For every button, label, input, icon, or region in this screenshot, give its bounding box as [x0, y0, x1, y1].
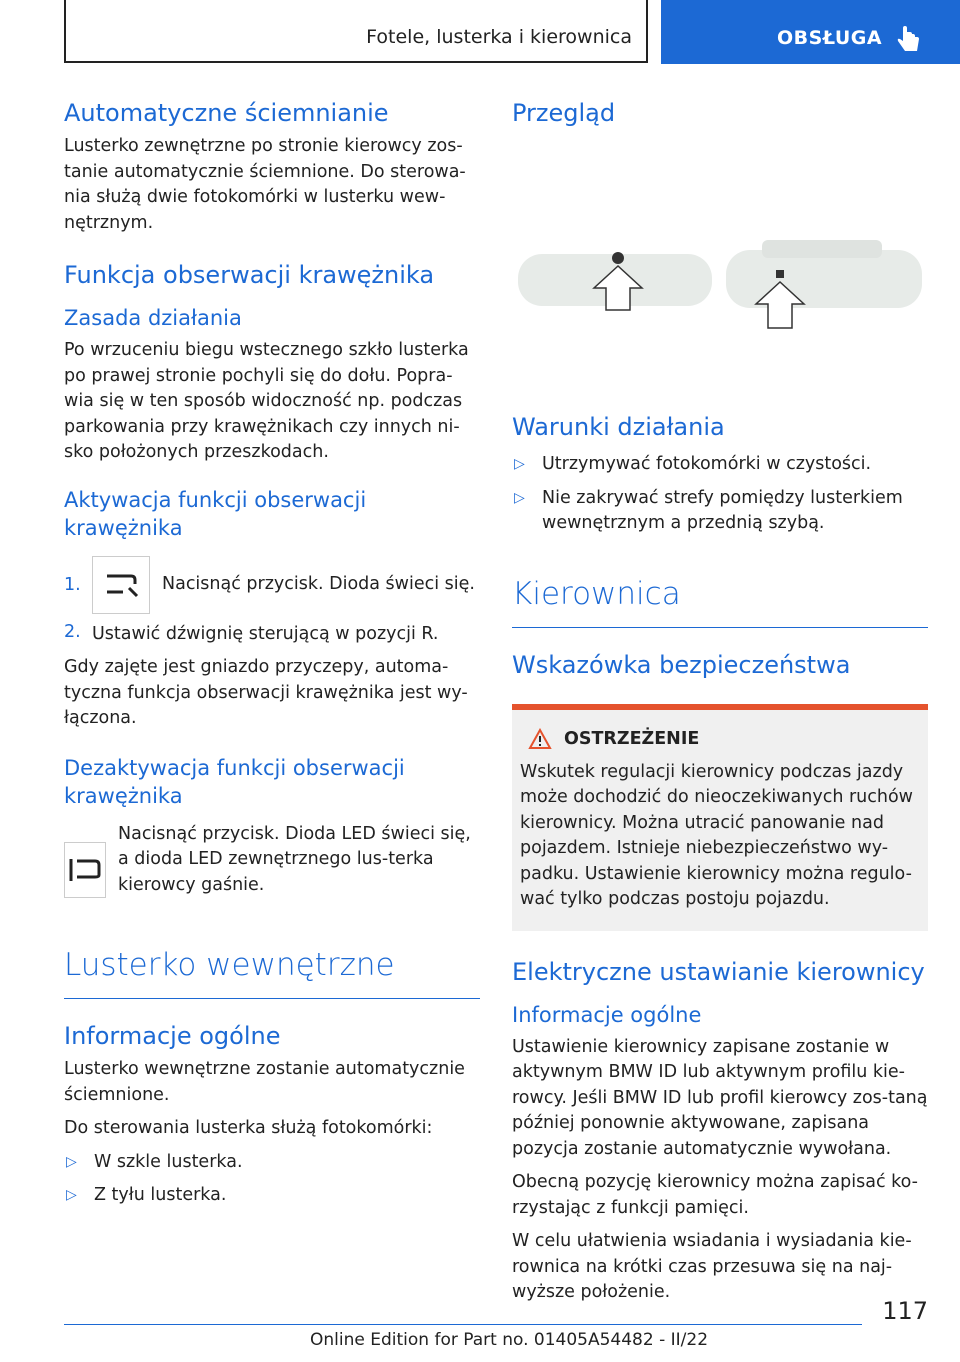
- interior-mirror-image: [512, 228, 928, 338]
- header-tab[interactable]: [661, 0, 960, 64]
- triangle-bullet-icon: ▷: [66, 1153, 77, 1170]
- triangle-bullet-icon: ▷: [66, 1187, 77, 1203]
- deactivation-block: [64, 822, 480, 899]
- header-section-title: Fotele, lusterka i kierownica: [366, 26, 632, 48]
- page-number: 117: [882, 1297, 928, 1325]
- left-column: [64, 98, 480, 1209]
- list-item: ▷ Z tyłu lusterka.: [64, 1183, 480, 1209]
- heading-steering-wheel: Kierownica: [512, 575, 681, 612]
- heading-safety-note: Wskazówka bezpieczeństwa: [512, 650, 851, 679]
- heading-general-info: Informacje ogólne: [64, 1022, 281, 1050]
- triangle-bullet-icon: ▷: [514, 456, 525, 472]
- para-steering-1: Ustawienie kierownicy zapisane zostanie w aktywnym BMW ID lub aktywnym profilu kie-rowcy. Jeśli BMW ID lub profil kierowcy zos-taną później ponownie aktywowane, zapisana pozycja zostanie automatycznie wywołana.: [512, 1036, 928, 1159]
- heading-general-info-2: Informacje ogólne: [512, 1002, 702, 1027]
- step-2: [64, 622, 480, 648]
- step-2-text: Ustawić dźwignię sterującą w pozycji R.: [92, 623, 439, 644]
- heading-curb-function: Funkcja obserwacji krawężnika: [64, 261, 435, 289]
- para-auto-dimming: Lusterko zewnętrzne po stronie kierowcy zos-tanie automatycznie ściemnione. Do sterowa-nia służą dwie fotokomórki w lusterku wew-nętrznym.: [64, 136, 466, 233]
- heading-auto-dimming: Automatyczne ściemnianie: [64, 99, 389, 127]
- right-column: [512, 98, 928, 1306]
- step-2-number: 2.: [64, 621, 81, 642]
- step-1-text: Nacisnąć przycisk. Dioda świeci się.: [162, 573, 475, 594]
- mirror-illustration: [512, 228, 928, 338]
- warning-title-row: [528, 728, 920, 750]
- step-1-number: 1.: [64, 574, 81, 595]
- para-deactivation: Nacisnąć przycisk. Dioda LED świeci się, a dioda LED zewnętrznego lus-terka kierowcy gaśnie.: [118, 823, 471, 895]
- curb-mirror-button-off-icon: [64, 842, 106, 898]
- heading-activation: Aktywacja funkcji obserwacji krawężnika: [64, 487, 367, 540]
- step-1: [64, 556, 480, 614]
- heading-interior-mirror: Lusterko wewnętrzne: [64, 947, 395, 983]
- warning-box: [512, 704, 928, 931]
- warning-title: OSTRZEŻENIE: [564, 728, 700, 749]
- list-item: ▷ W szkle lusterka.: [64, 1150, 480, 1176]
- heading-principle: Zasada działania: [64, 306, 242, 330]
- divider: [64, 998, 480, 999]
- heading-electric-adjust: Elektryczne ustawianie kierownicy: [512, 957, 925, 986]
- triangle-bullet-icon: ▷: [514, 489, 525, 506]
- divider: [512, 627, 928, 628]
- heading-conditions: Warunki działania: [512, 413, 725, 441]
- para-steering-2: Obecną pozycję kierownicy można zapisać ko-rzystając z funkcji pamięci.: [512, 1172, 918, 1218]
- warning-text: Wskutek regulacji kierownicy podczas jazdy może dochodzić do nieoczekiwanych ruchów kierownicy. Można utracić panowanie nad pojazdem. Istnieje niebezpieczeństwo wy-padku. Ustawienie kierownicy można regulo-wać tylko podczas postoju pojazdu.: [520, 761, 913, 909]
- header-section-box: [64, 0, 648, 63]
- hand-pointer-icon: [896, 24, 922, 54]
- para-info-2: Do sterowania lusterka służą fotokomórki:: [64, 1118, 433, 1138]
- photocell-list: [64, 1150, 480, 1209]
- list-item: ▷ Nie zakrywać strefy pomiędzy lusterkiem wewnętrznym a przednią szybą.: [514, 487, 903, 533]
- para-steering-3: W celu ułatwienia wsiadania i wysiadania kie-rownica na krótki czas przesuwa się na naj-wyższe położenie.: [512, 1231, 912, 1302]
- para-trailer: Gdy zajęte jest gniazdo przyczepy, automa-tyczna funkcja obserwacji krawężnika jest wy-łączona.: [64, 657, 468, 728]
- curb-mirror-button-icon: [92, 556, 150, 614]
- list-item: ▷ Utrzymywać fotokomórki w czystości.: [512, 452, 928, 478]
- para-info-1: Lusterko wewnętrzne zostanie automatycznie ściemnione.: [64, 1059, 465, 1105]
- para-principle: Po wrzuceniu biegu wstecznego szkło lusterka po prawej stronie pochyli się do dołu. Popra-wia się w ten sposób widoczność np. podczas parkowania przy krawężnikach czy innych ni-sko położonych przeszkodach.: [64, 340, 469, 462]
- warning-triangle-icon: [528, 728, 552, 750]
- header-tab-label: OBSŁUGA: [777, 27, 883, 49]
- footer-edition: Online Edition for Part no. 01405A54482 - II/22: [310, 1330, 709, 1350]
- heading-overview: Przegląd: [512, 99, 616, 127]
- footer-divider: [64, 1324, 862, 1325]
- heading-deactivation: Dezaktywacja funkcji obserwacji krawężnika: [64, 755, 405, 808]
- conditions-list: [512, 452, 928, 537]
